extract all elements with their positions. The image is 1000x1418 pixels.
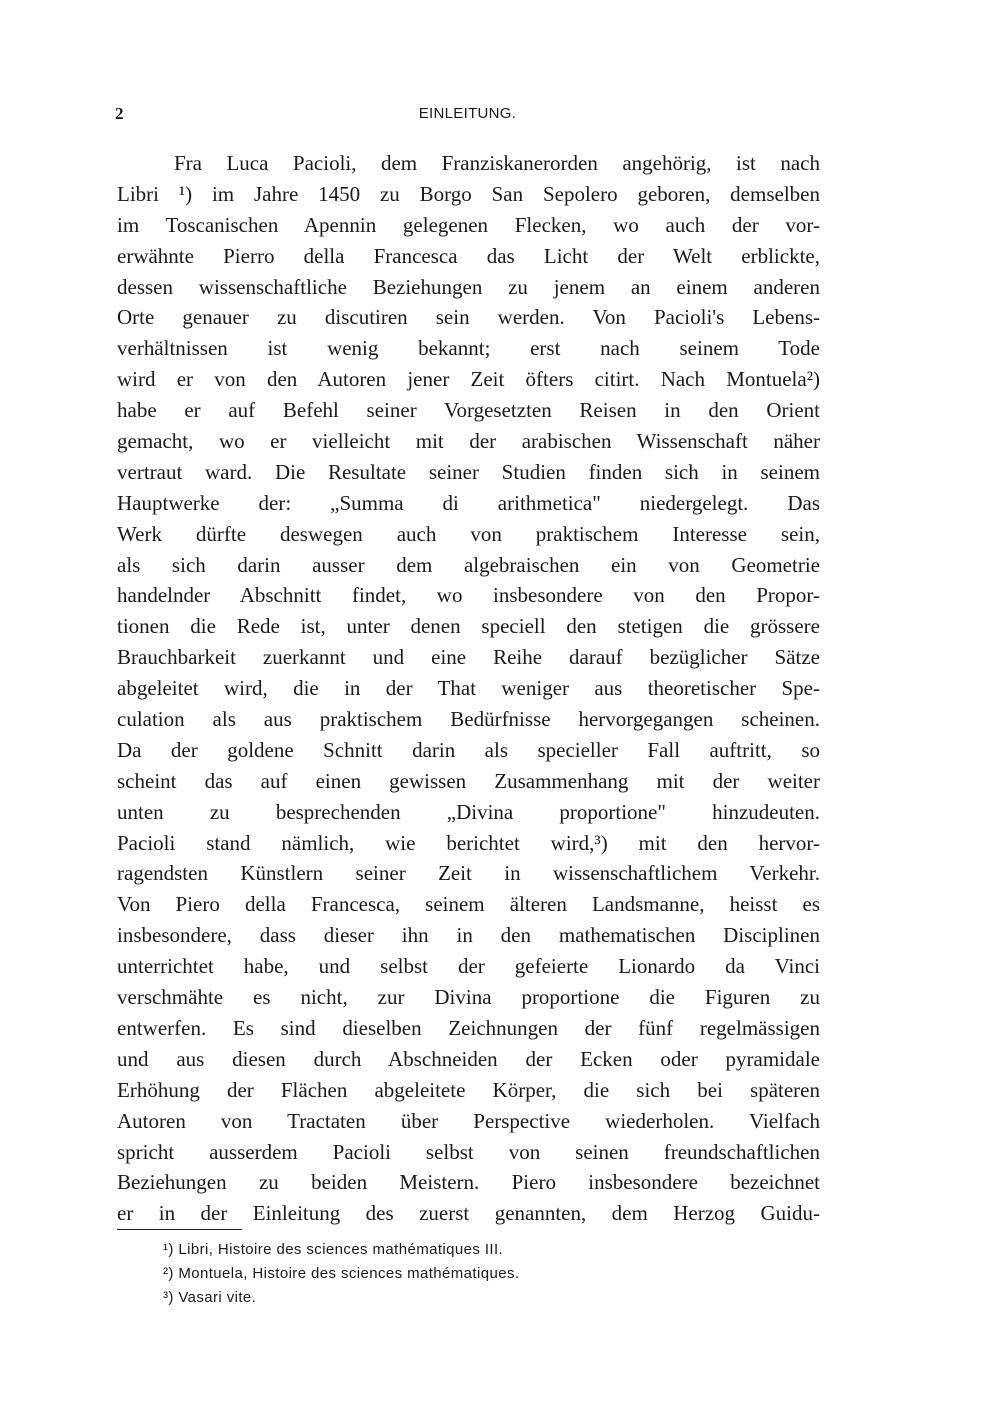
text-line: vertraut ward. Die Resultate seiner Studien finden sich in seinem <box>117 459 820 484</box>
text-line: als sich darin ausser dem algebraischen ein von Geometrie <box>117 552 820 577</box>
text-line: insbesondere, dass dieser ihn in den mathematischen Disciplinen <box>117 923 820 948</box>
text-line: abgeleitet wird, die in der That weniger aus theoretischer Spe- <box>117 676 820 701</box>
text-line: Fra Luca Pacioli, dem Franziskanerorden angehörig, ist nach <box>174 151 820 175</box>
text-line: und aus diesen durch Abschneiden der Ecken oder pyramidale <box>117 1046 820 1071</box>
text-line: Von Piero della Francesca, seinem älteren Landsmanne, heisst es <box>117 892 820 917</box>
text-line: Werk dürfte deswegen auch von praktischem Interesse sein, <box>117 521 820 546</box>
text-line: culation als aus praktischem Bedürfnisse hervorgegangen scheinen. <box>117 707 820 732</box>
text-line: wird er von den Autoren jener Zeit öfters citirt. Nach Montuela²) <box>117 367 820 392</box>
text-line: ragendsten Künstlern seiner Zeit in wissenschaftlichem Verkehr. <box>117 861 820 886</box>
text-line: verschmähte es nicht, zur Divina proportione die Figuren zu <box>117 985 820 1010</box>
text-line: tionen die Rede ist, unter denen speciell den stetigen die grössere <box>117 614 820 639</box>
text-line: unterrichtet habe, und selbst der gefeierte Lionardo da Vinci <box>117 954 820 979</box>
text-line: dessen wissenschaftliche Beziehungen zu jenem an einem anderen <box>117 274 820 299</box>
footnote-1: ¹) Libri, Histoire des sciences mathématiques III. <box>163 1241 504 1258</box>
text-line: habe er auf Befehl seiner Vorgesetzten Reisen in den Orient <box>117 398 820 423</box>
text-line: handelnder Abschnitt findet, wo insbesondere von den Propor- <box>117 583 820 608</box>
footnote-divider <box>117 1229 242 1230</box>
chapter-title: EINLEITUNG. <box>418 105 517 122</box>
footnote-2: ²) Montuela, Histoire des sciences mathématiques. <box>163 1265 520 1282</box>
text-line: scheint das auf einen gewissen Zusammenhang mit der weiter <box>117 768 820 793</box>
footnote-3: ³) Vasari vite. <box>163 1289 257 1306</box>
text-line: spricht ausserdem Pacioli selbst von seinen freundschaftlichen <box>117 1139 820 1164</box>
text-line: verhältnissen ist wenig bekannt; erst nach seinem Tode <box>117 336 820 361</box>
text-line: unten zu besprechenden „Divina proportione" hinzudeuten. <box>117 799 820 824</box>
text-line: er in der Einleitung des zuerst genannten, dem Herzog Guidu- <box>117 1201 820 1226</box>
text-line: erwähnte Pierro della Francesca das Licht der Welt erblickte, <box>117 243 820 268</box>
text-line: Autoren von Tractaten über Perspective wiederholen. Vielfach <box>117 1108 820 1133</box>
text-line: im Toscanischen Apennin gelegenen Flecken, wo auch der vor- <box>117 212 820 237</box>
text-line: Brauchbarkeit zuerkannt und eine Reihe darauf bezüglicher Sätze <box>117 645 820 670</box>
text-line: Orte genauer zu discutiren sein werden. Von Pacioli's Lebens- <box>117 305 820 330</box>
footnotes <box>163 1238 763 1310</box>
text-line: Da der goldene Schnitt darin als specieller Fall auftritt, so <box>117 737 820 762</box>
text-line: Pacioli stand nämlich, wie berichtet wird,³) mit den hervor- <box>117 830 820 855</box>
running-head <box>115 104 820 128</box>
text-line: Hauptwerke der: „Summa di arithmetica" niedergelegt. Das <box>117 490 820 515</box>
body-text <box>117 148 820 1229</box>
page-number: 2 <box>115 104 124 123</box>
text-line: Erhöhung der Flächen abgeleitete Körper, die sich bei späteren <box>117 1077 820 1102</box>
text-line: entwerfen. Es sind dieselben Zeichnungen der fünf regelmässigen <box>117 1015 820 1040</box>
text-line: Libri ¹) im Jahre 1450 zu Borgo San Sepolero geboren, demselben <box>117 181 820 206</box>
text-line: gemacht, wo er vielleicht mit der arabischen Wissenschaft näher <box>117 429 820 454</box>
text-line: Beziehungen zu beiden Meistern. Piero insbesondere bezeichnet <box>117 1170 820 1195</box>
